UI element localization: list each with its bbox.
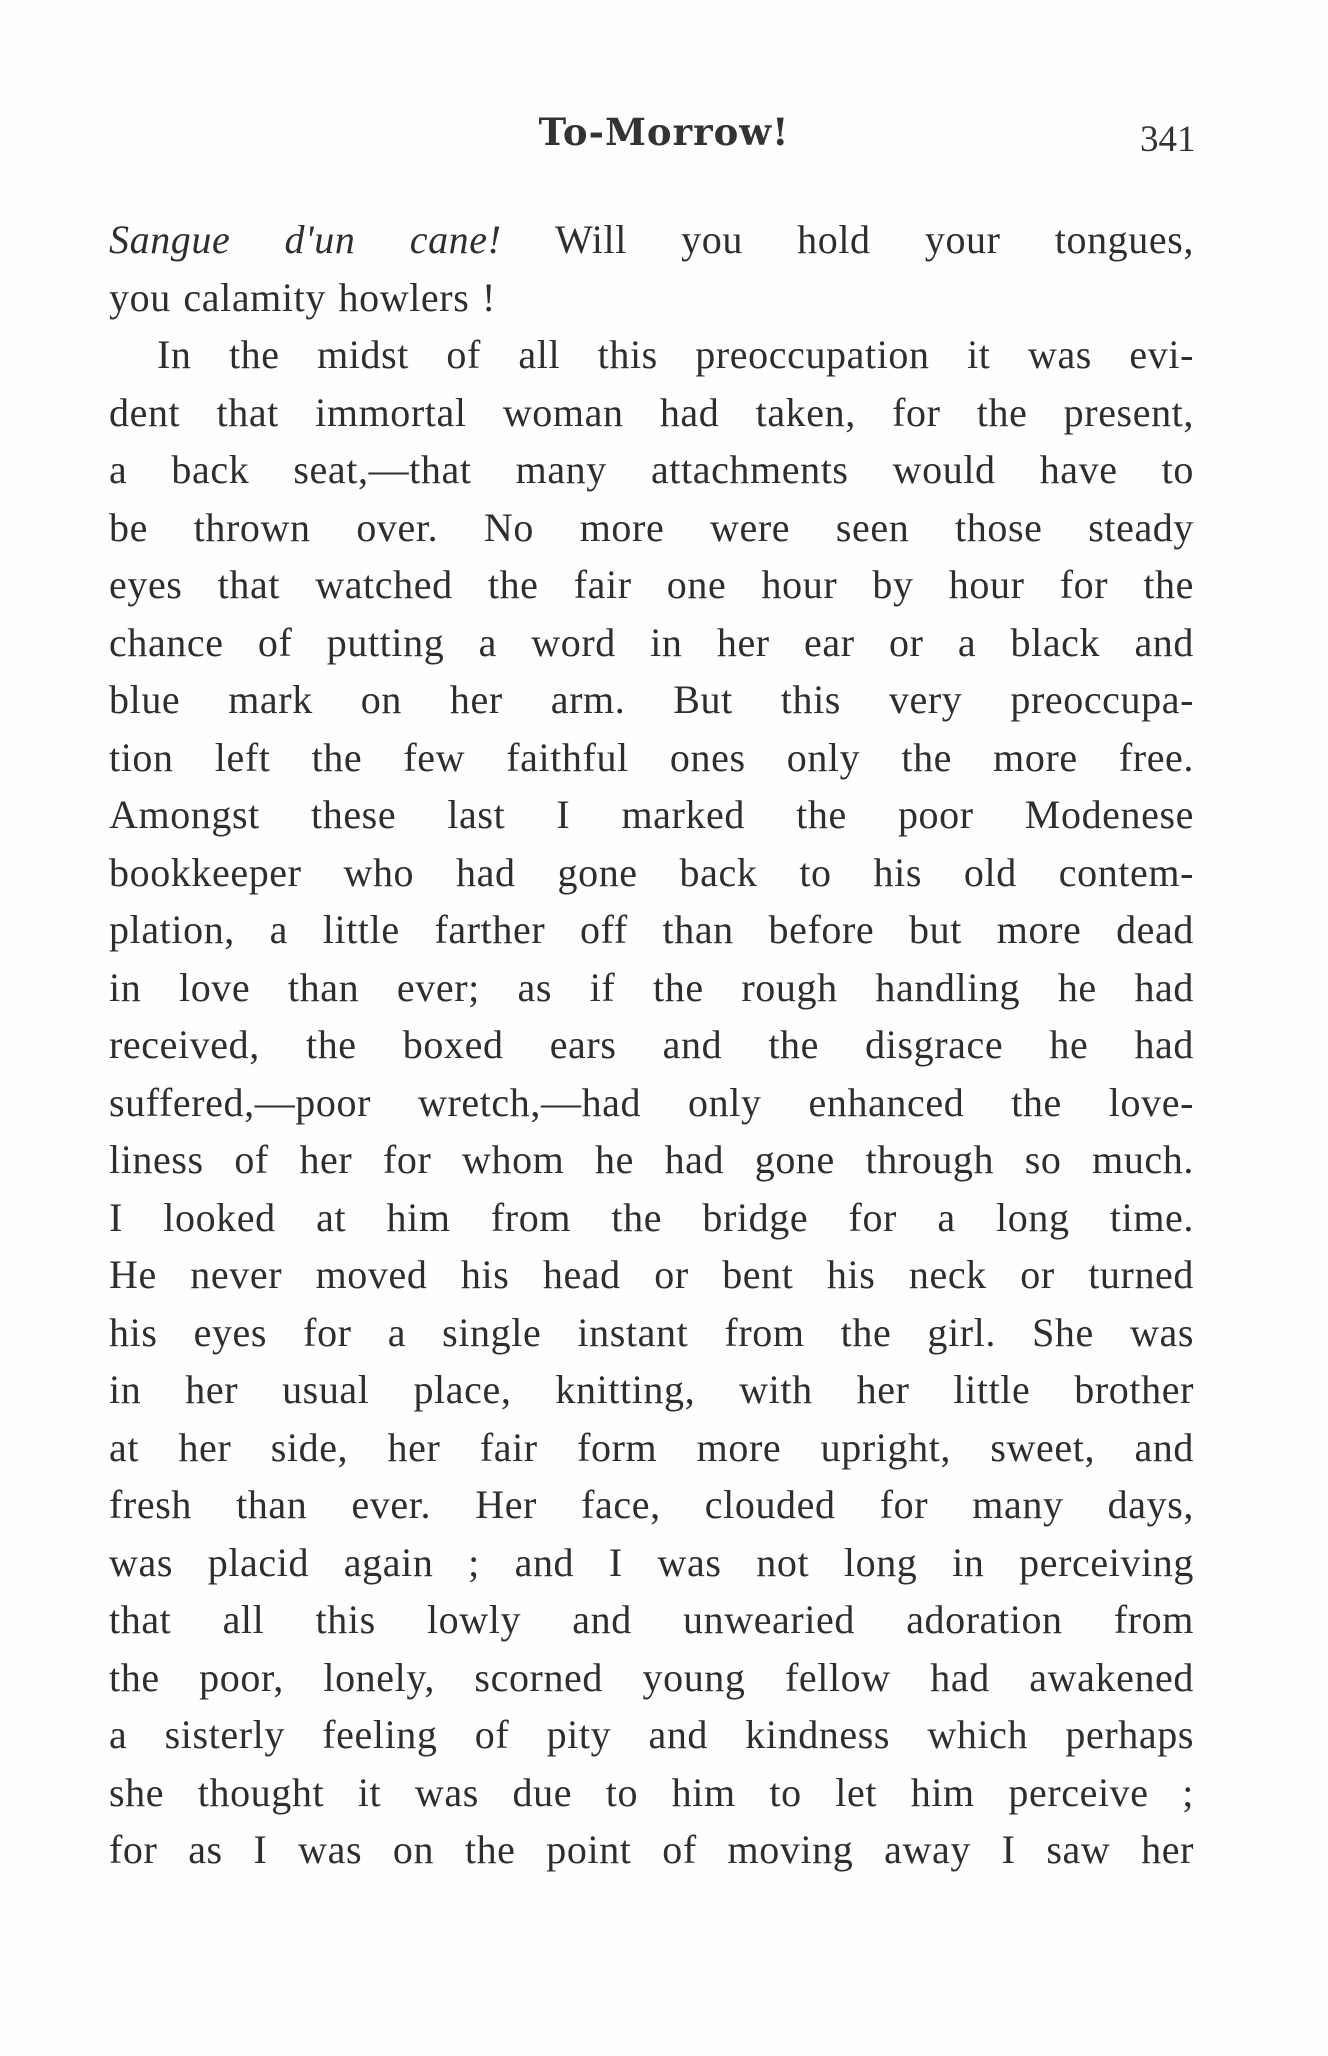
text-line: a sisterly feeling of pity and kindness which perhaps: [109, 1712, 1194, 1757]
text-line: plation, a little farther off than before but more dead: [109, 907, 1194, 952]
text-line: you calamity howlers !: [109, 274, 496, 320]
text-line: He never moved his head or bent his neck or turned: [109, 1252, 1194, 1297]
body-text: [109, 211, 1194, 1879]
running-title: To-Morrow!: [538, 110, 790, 154]
text-line: that all this lowly and unwearied adoration from: [109, 1597, 1194, 1642]
text-line: his eyes for a single instant from the girl. She was: [109, 1309, 1194, 1355]
running-head: [0, 110, 1328, 170]
text-line: Amongst these last I marked the poor Modenese: [109, 792, 1194, 837]
text-line: tion left the few faithful ones only the more free.: [109, 734, 1194, 780]
text-line: eyes that watched the fair one hour by hour for the: [109, 562, 1194, 607]
text-line: was placid again ; and I was not long in perceiving: [109, 1539, 1194, 1585]
text-line: received, the boxed ears and the disgrace he had: [109, 1022, 1194, 1067]
text-line: be thrown over. No more were seen those steady: [109, 504, 1194, 550]
italic-exclamation: Sangue d'un cane!: [109, 217, 502, 262]
text-line: the poor, lonely, scorned young fellow had awakened: [109, 1654, 1194, 1700]
text-line: suffered,—poor wretch,—had only enhanced the love-: [109, 1079, 1194, 1125]
text-line: for as I was on the point of moving away I saw her: [109, 1827, 1194, 1872]
text-line: chance of putting a word in her ear or a black and: [109, 619, 1194, 665]
page-number: 341: [1140, 119, 1196, 160]
text-line: blue mark on her arm. But this very preoccupa-: [109, 677, 1194, 722]
text-line: bookkeeper who had gone back to his old contem-: [109, 849, 1194, 895]
text-line: in love than ever; as if the rough handling he had: [109, 964, 1194, 1010]
text-line: dent that immortal woman had taken, for the present,: [109, 389, 1194, 435]
text-line-rest: Will you hold your tongues,: [501, 217, 1194, 262]
text-line: liness of her for whom he had gone through so much.: [109, 1137, 1194, 1182]
text-line: at her side, her fair form more upright, sweet, and: [109, 1424, 1194, 1470]
text-line: in her usual place, knitting, with her little brother: [109, 1367, 1194, 1412]
text-line: [109, 211, 1194, 269]
paragraph-first-line: In the midst of all this preoccupation it was evi-: [157, 332, 1194, 377]
text-line: a back seat,—that many attachments would have to: [109, 447, 1194, 492]
text-line: she thought it was due to him to let him perceive ;: [109, 1769, 1194, 1815]
text-line: fresh than ever. Her face, clouded for many days,: [109, 1482, 1194, 1527]
text-line: I looked at him from the bridge for a long time.: [109, 1194, 1194, 1240]
